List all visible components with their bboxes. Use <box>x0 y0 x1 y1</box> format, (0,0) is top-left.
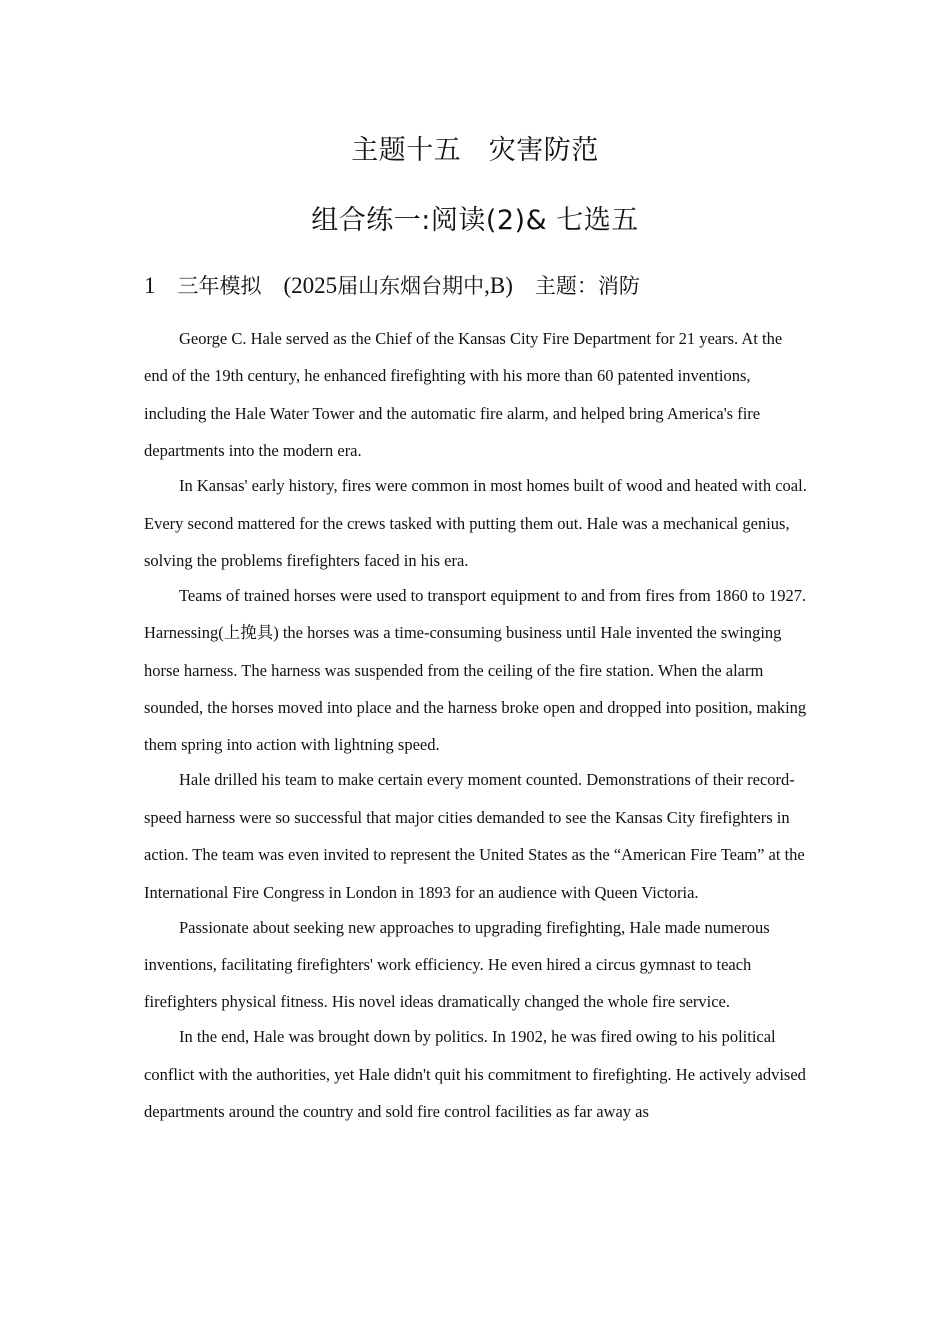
paragraph: Passionate about seeking new approaches to upgrading firefighting, Hale made numerous inventions, facilitating firefighters' work efficiency. He even hired a circus gymnast to teach firefighters physical fitness. His novel ideas dramatically changed the whole fire service. <box>144 917 770 1012</box>
topic-label: 主题：消防 <box>534 274 640 298</box>
source-detail-cjk: 届山东烟台期中 <box>337 274 485 298</box>
paragraph: In Kansas' early history, fires were common in most homes built of wood and heated with coal. Every second mattered for the crews tasked with putting them out. Hale was a mechanical genius, solving the problems firefighters faced in his era. <box>144 476 807 570</box>
section-number: 1 <box>144 273 156 298</box>
document-subtitle: 组合练一:阅读(2)& 七选五 <box>311 205 639 236</box>
document-title: 主题十五 灾害防范 <box>351 135 599 166</box>
source-detail-open: (2025 <box>283 273 338 298</box>
paragraph: Teams of trained horses were used to transport equipment to and from fires from 1860 to 1927. Harnessing(上挽具) the horses was a time-consuming business until Hale invented the swinging horse harness. The harness was suspended from the ceiling of the fire station. When the alarm sounded, the horses moved into place and the harness broke open and dropped into position, making them spring into action with lightning speed. <box>144 585 807 755</box>
paragraph: In the end, Hale was brought down by politics. In 1902, he was fired owing to his political conflict with the authorities, yet Hale didn't quit his commitment to firefighting. He actively advised departments around the country and sold fire control facilities as far away as <box>144 1027 806 1122</box>
paragraph: Hale drilled his team to make certain every moment counted. Demonstrations of their record-speed harness were so successful that major cities demanded to see the Kansas City firefighters in action. The team was even invited to represent the United States as the “American Fire Team” at the International Fire Congress in London in 1893 for an audience with Queen Victoria. <box>144 770 805 902</box>
source-detail-close: ,B) <box>484 273 513 298</box>
reading-passage <box>144 320 808 1130</box>
paragraph: George C. Hale served as the Chief of the Kansas City Fire Department for 21 years. At the end of the 19th century, he enhanced firefighting with his more than 60 patented inventions, including the Hale Water Tower and the automatic fire alarm, and helped bring America's fire departments into the modern era. <box>144 329 783 461</box>
section-heading <box>144 270 824 302</box>
source-label: 三年模拟 <box>177 274 262 298</box>
